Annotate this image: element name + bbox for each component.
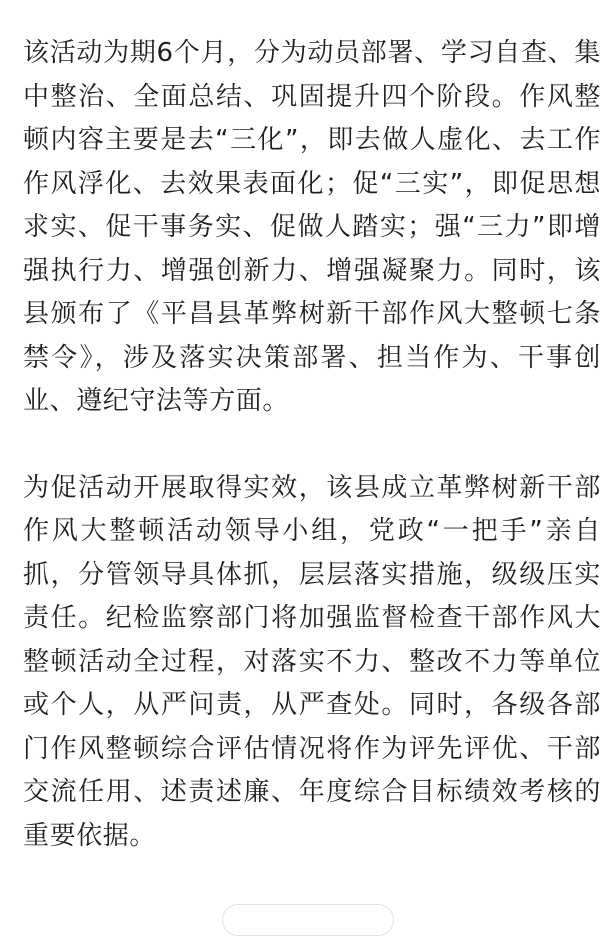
paragraph: 为促活动开展取得实效，该县成立革弊树新干部作风大整顿活动领导小组，党政“一把手”亲自抓，分管领导具体抓，层层落实措施，级级压实责任。纪检监察部门将加强监督检查干部作风大整顿活动全过程，对落实不力、整改不力等单位或个人，从严问责，从严查处。同时，各级各部门作风整顿综合评估情况将作为评先评优、干部交流任用、述责述廉、年度综合目标绩效考核的重要依据。 bbox=[23, 472, 601, 851]
article-body bbox=[23, 32, 601, 858]
bottom-button[interactable] bbox=[222, 904, 394, 936]
paragraph: 该活动为期6个月，分为动员部署、学习自查、集中整治、全面总结、巩固提升四个阶段。作风整顿内容主要是去“三化”，即去做人虚化、去工作作风浮化、去效果表面化；促“三实”，即促思想求实、促干事务实、促做人踏实；强“三力”即增强执行力、增强创新力、增强凝聚力。同时，该县颁布了《平昌县革弊树新干部作风大整顿七条禁令》，涉及落实决策部署、担当作为、干事创业、遵纪守法等方面。 bbox=[23, 38, 601, 416]
